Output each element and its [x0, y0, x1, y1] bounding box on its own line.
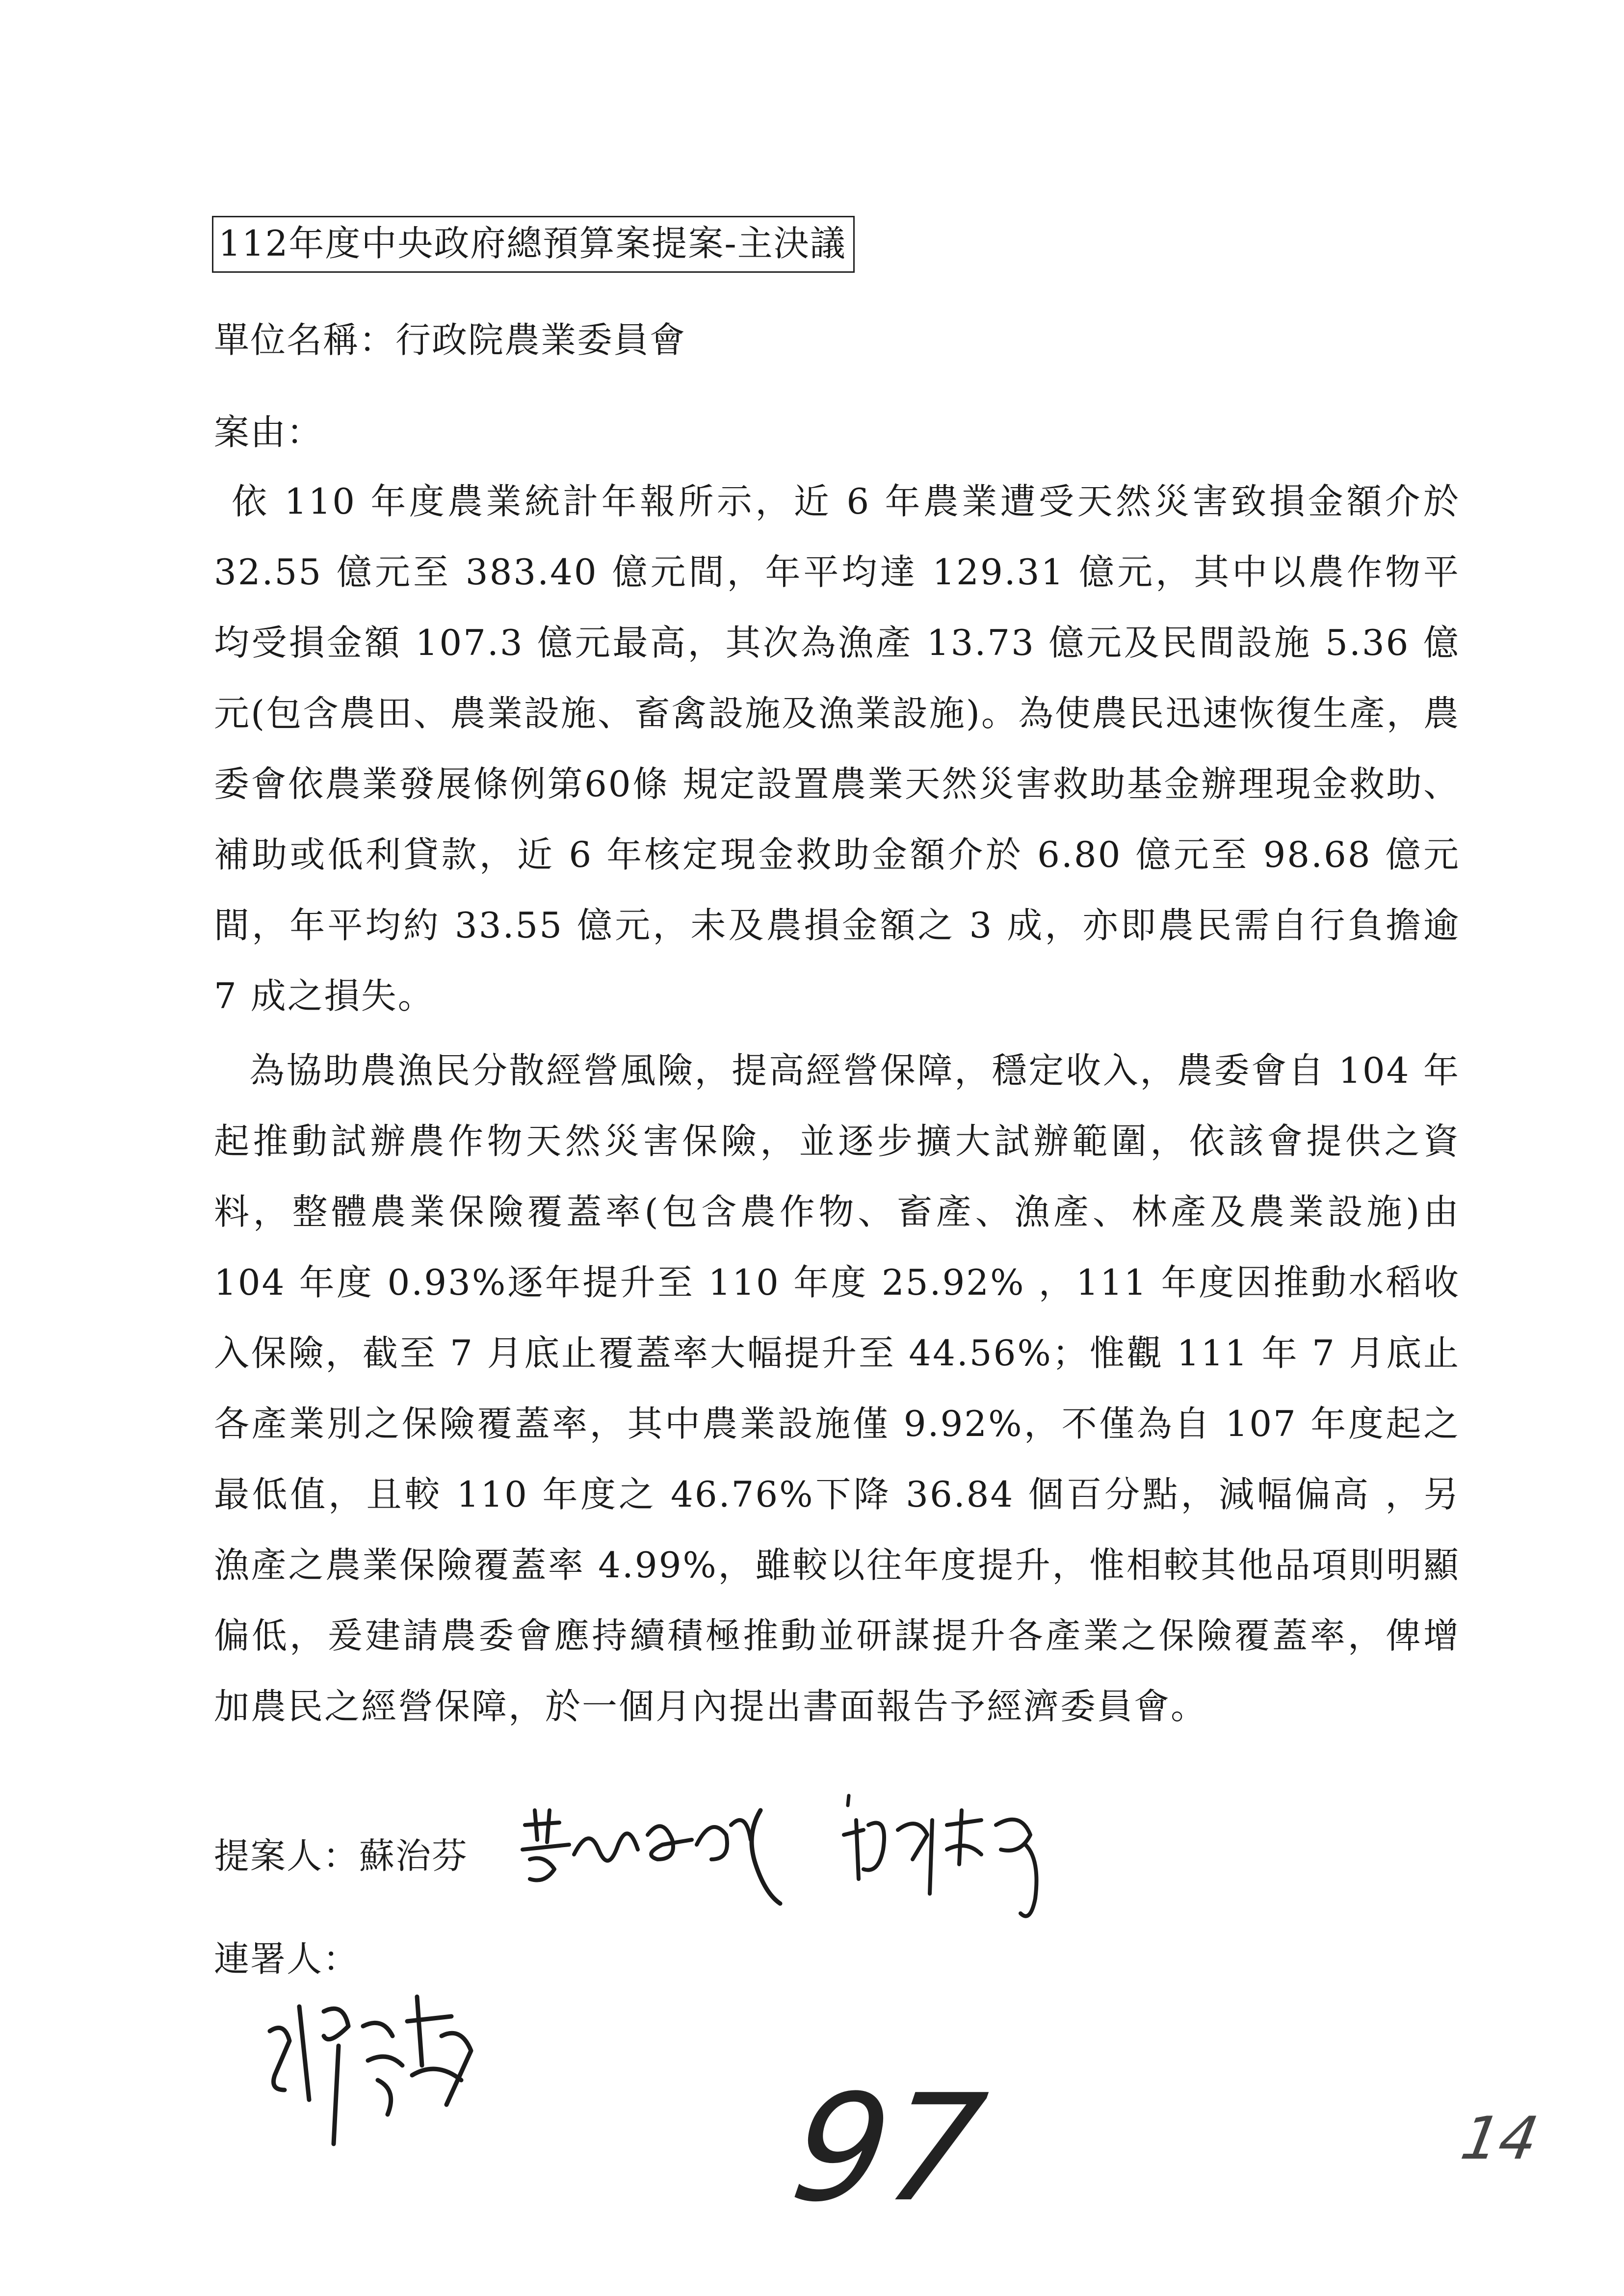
unit-label: 單位名稱：	[214, 319, 396, 361]
proposer-label: 提案人：	[214, 1835, 360, 1877]
unit-name: 行政院農業委員會	[395, 319, 686, 361]
handwritten-page-number: 97	[783, 2063, 995, 2234]
reason-label: 案由：	[214, 412, 323, 453]
paragraph-2: 為協助農漁民分散經營風險，提高經營保障，穩定收入，農委會自 104 年起推動試辦農作物天然災害保險，並逐步擴大試辦範圍，依該會提供之資料，整體農業保險覆蓋率(包含農作物、畜產、漁產、林產及農業設施)由 104 年度 0.93%逐年提升至 110 年度 25.92% ，111 年度因推動水稻收入保險，截至 7 月底止覆蓋率大幅提升至 44.56%；惟觀 111 年 7 月底止各產業別之保險覆蓋率，其中農業設施僅 9.92%，不僅為自 107 年度起之最低值，且較 110 年度之 46.76%下降 36.84 個百分點，減幅偏高 ，另漁產之農業保險覆蓋率 4.99%，雖較以往年度提升，惟相較其他品項則明顯偏低，爰建請農委會應持續積極推動並研謀提升各產業之保險覆蓋率，俾增加農民之經營保障，於一個月內提出書面報告予經濟委員會。	[214, 1050, 1460, 1727]
paragraph-1: 依 110 年度農業統計年報所示，近 6 年農業遭受天然災害致損金額介於 32.55 億元至 383.40 億元間，年平均達 129.31 億元，其中以農作物平均受損金額 107.3 億元最高，其次為漁產 13.73 億元及民間設施 5.36 億元(包含農田、農業設施、畜禽設施及漁業設施)。為使農民迅速恢復生產，農委會依農業發展條例第60條 規定設置農業天然災害救助基金辦理現金救助、補助或低利貸款，近 6 年核定現金救助金額介於 6.80 億元至 98.68 億元間，年平均約 33.55 億元，未及農損金額之 3 成，亦即農民需自行負擔逾 7 成之損失。	[214, 481, 1460, 1017]
cosigner-label: 連署人：	[214, 1938, 360, 1980]
handwritten-corner-number: 14	[1456, 2105, 1544, 2173]
cosigner-signature-image	[255, 1977, 510, 2154]
proposer-signature-image	[515, 1796, 790, 1913]
second-signature-image	[834, 1781, 1089, 1928]
document-title: 112年度中央政府總預算案提案-主決議	[212, 216, 855, 273]
unit-line	[214, 319, 686, 361]
proposer-name: 蘇治芬	[359, 1835, 469, 1877]
proposer-line	[214, 1835, 468, 1877]
